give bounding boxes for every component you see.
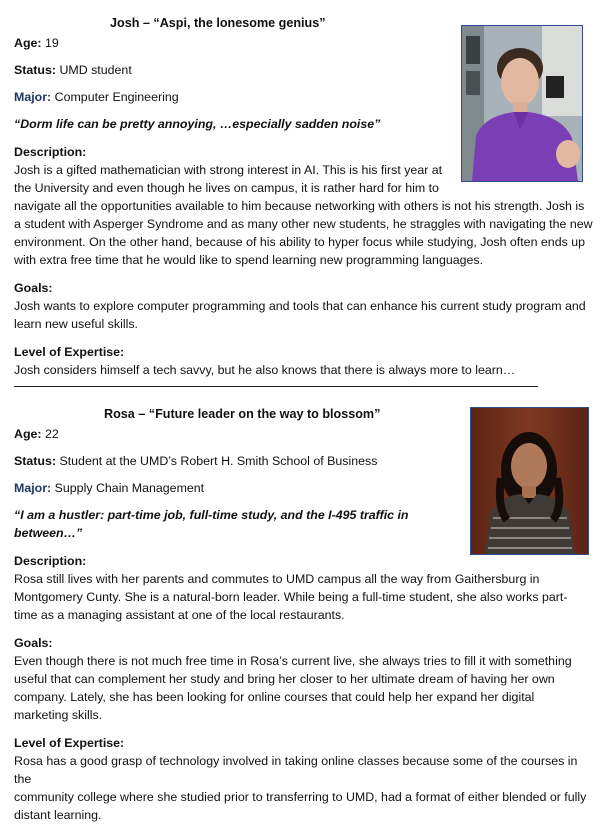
major-label: Major: <box>14 481 52 495</box>
expertise-line: Rosa has a good grasp of technology involved in taking online classes because some of the courses in the <box>14 754 578 786</box>
age-value: 19 <box>45 36 59 50</box>
expertise-text <box>14 752 594 824</box>
major-value: Supply Chain Management <box>54 481 205 495</box>
goals-text <box>14 297 594 333</box>
persona-quote: “Dorm life can be pretty annoying, …especially sadden noise” <box>14 117 381 131</box>
persona-title-text: Josh – “Aspi, the lonesome genius” <box>110 16 326 30</box>
expertise-line: community college where she studied prior to transferring to UMD, had a format of either blended or fully <box>14 790 587 804</box>
goals-text <box>14 652 594 724</box>
description-heading: Description: <box>14 145 87 159</box>
description-line: with extra free time that he would like to spend learning new programming languages. <box>14 253 484 267</box>
expertise-heading: Level of Expertise: <box>14 345 125 359</box>
description-line: navigate all the opportunities available to him because networking with others is not his strength. Josh is <box>14 199 585 213</box>
description-text <box>14 570 594 624</box>
age-label: Age: <box>14 36 42 50</box>
age-value: 22 <box>45 427 59 441</box>
description-line: environment. On the other hand, because of his ability to hyper focus while studying, Josh often ends up <box>14 235 586 249</box>
goals-heading: Goals: <box>14 281 53 295</box>
expertise-heading: Level of Expertise: <box>14 736 125 750</box>
persona-title-text: Rosa – “Future leader on the way to blossom” <box>104 407 381 421</box>
description-heading: Description: <box>14 554 87 568</box>
status-label: Status: <box>14 63 56 77</box>
expertise-text: Josh considers himself a tech savvy, but he also knows that there is always more to learn… <box>14 363 516 377</box>
expertise-line: distant learning. <box>14 808 102 822</box>
description-line: Montgomery Cunty. She is a natural-born leader. While being a full-time student, she also works part- <box>14 590 568 604</box>
goals-line: useful that can complement her study and bring her closer to her ultimate dream of having her own <box>14 672 555 686</box>
major-label: Major: <box>14 90 52 104</box>
goals-line: Josh wants to explore computer programming and tools that can enhance his current study program and <box>14 299 586 313</box>
description-line: Rosa still lives with her parents and commutes to UMD campus all the way from Gaithersburg in <box>14 572 540 586</box>
description-line: Josh is a gifted mathematician with strong interest in AI. This is his first year at <box>14 163 443 177</box>
goals-line: Even though there is not much free time in Rosa’s current live, she always tries to fill it with something <box>14 654 572 668</box>
quote-line: “I am a hustler: part-time job, full-time study, and the I-495 traffic in <box>14 508 409 522</box>
description-line: a student with Asperger Syndrome and as many other new students, he straggles with navigating the new <box>14 217 593 231</box>
status-label: Status: <box>14 454 56 468</box>
description-line: time as a managing assistant at one of the local restaurants. <box>14 608 345 622</box>
goals-line: company. Lately, she has been looking for online courses that could help her expand her digital <box>14 690 535 704</box>
description-line: the University and even though he lives on campus, it is rather hard for him to <box>14 181 439 195</box>
age-label: Age: <box>14 427 42 441</box>
goals-heading: Goals: <box>14 636 53 650</box>
person-portrait-icon <box>471 408 588 554</box>
quote-line: between…” <box>14 526 83 540</box>
person-portrait-icon <box>462 26 582 181</box>
major-value: Computer Engineering <box>54 90 179 104</box>
josh-photo <box>461 25 583 182</box>
status-value: UMD student <box>59 63 132 77</box>
status-value: Student at the UMD’s Robert H. Smith School of Business <box>59 454 378 468</box>
rosa-photo <box>470 407 589 555</box>
section-divider <box>14 386 538 387</box>
goals-line: learn new useful skills. <box>14 317 138 331</box>
goals-line: marketing skills. <box>14 708 103 722</box>
